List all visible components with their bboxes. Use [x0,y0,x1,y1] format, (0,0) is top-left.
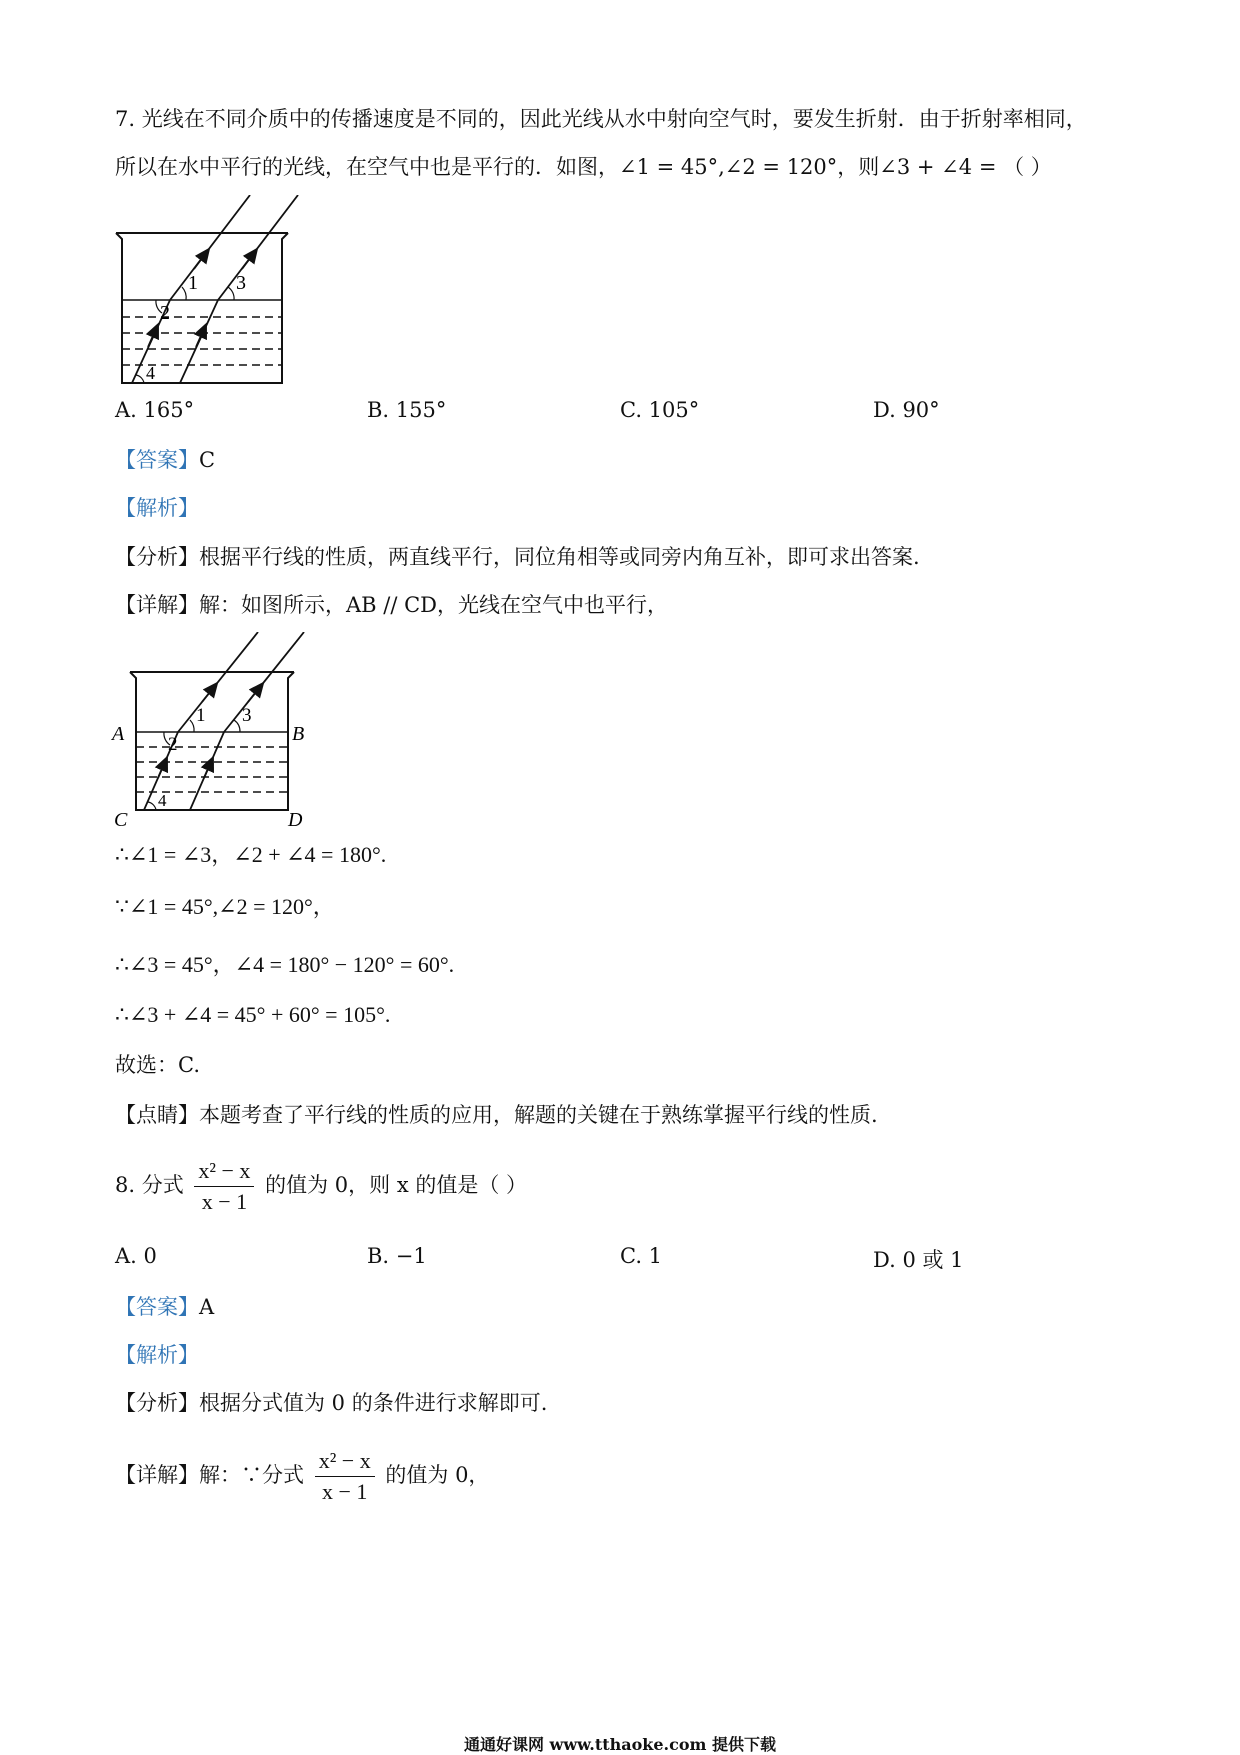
point-a-label: A [112,723,125,745]
dianjing-text: 本题考查了平行线的性质的应用，解题的关键在于熟练掌握平行线的性质. [199,1103,878,1127]
q7-step-4: ∴∠3 + ∠4 = 45° + 60° = 105°. [115,1002,391,1027]
answer-value: C [199,448,216,472]
xiangjie-suffix: 的值为 0， [385,1463,490,1487]
q8-option-c: C. 1 [620,1244,663,1268]
angle-1-label: 1 [196,705,206,726]
q7-stem-line1: 7. 光线在不同介质中的传播速度是不同的，因此光线从水中射向空气时，要发生折射．由于折射率相同， [115,107,1087,131]
point-d-label: D [288,809,303,831]
q7-stem-line2: 所以在水中平行的光线，在空气中也是平行的．如图，∠1 = 45°,∠2 = 120°，则∠3 + ∠4 = （ ） [115,155,1052,179]
fenxi-text: 根据分式值为 0 的条件进行求解即可. [199,1391,548,1415]
answer-value: A [199,1295,215,1319]
q8-fraction-2 [315,1448,375,1505]
angle-3-label: 3 [242,705,252,726]
q7-dianjing [115,1100,878,1130]
q7-step-2: ∵∠1 = 45°,∠2 = 120°， [115,894,335,919]
q8-fenxi [115,1388,547,1418]
angle-2-label: 2 [168,734,178,755]
fraction-numerator: x² − x [194,1158,254,1187]
q7-option-a: A. 165° [115,398,195,422]
fenxi-text: 根据平行线的性质，两直线平行，同位角相等或同旁内角互补，即可求出答案. [199,545,920,569]
analysis-tag: 【解析】 [115,1343,199,1367]
angle-2-label: 2 [160,302,170,324]
analysis-tag: 【解析】 [115,496,199,520]
angle-3-label: 3 [236,272,246,294]
q8-option-d: D. 0 或 1 [873,1248,964,1272]
fenxi-tag: 【分析】 [115,1391,199,1415]
q8-stem-prefix: 8. 分式 [115,1173,184,1197]
beaker-figure-2 [110,632,320,832]
q7-conclusion: 故选：C. [115,1053,200,1077]
xiangjie-tag: 【详解】 [115,1463,199,1487]
fenxi-tag: 【分析】 [115,545,199,569]
fraction-denominator: x − 1 [321,1479,368,1504]
q7-option-d: D. 90° [873,398,940,422]
answer-tag: 【答案】 [115,1295,199,1319]
dianjing-tag: 【点睛】 [115,1103,199,1127]
point-b-label: B [292,723,305,745]
beaker-figure-1 [110,195,300,390]
q8-stem-suffix: 的值为 0，则 x 的值是（ ） [265,1173,528,1197]
q7-option-b: B. 155° [367,398,447,422]
q8-option-a: A. 0 [115,1244,157,1268]
point-c-label: C [114,809,128,831]
q7-answer [115,445,215,475]
xiangjie-tag: 【详解】 [115,593,199,617]
q7-fenxi [115,542,920,572]
fraction-denominator: x − 1 [201,1189,248,1214]
answer-tag: 【答案】 [115,448,199,472]
angle-1-label: 1 [188,272,198,294]
angle-4-label: 4 [158,791,167,810]
q7-xiangjie [115,590,668,620]
fraction-numerator: x² − x [315,1448,375,1477]
q8-xiangjie [115,1448,489,1505]
q8-stem [115,1158,527,1215]
q7-step-3: ∴∠3 = 45°，∠4 = 180° − 120° = 60°. [115,952,455,977]
xiangjie-prefix: 解：∵分式 [199,1463,304,1487]
angle-4-label: 4 [146,363,155,383]
page-footer: 通通好课网 www.tthaoke.com 提供下载 [463,1735,777,1754]
q7-analysis-tag [115,493,199,523]
q8-answer [115,1292,214,1322]
q8-option-b: B. −1 [367,1244,427,1268]
q7-step-1: ∴∠1 = ∠3，∠2 + ∠4 = 180°. [115,842,387,867]
q7-option-c: C. 105° [620,398,700,422]
q8-fraction [194,1158,254,1215]
q8-analysis-tag [115,1340,199,1370]
xiangjie-text: 解：如图所示，AB // CD，光线在空气中也平行， [199,593,669,617]
